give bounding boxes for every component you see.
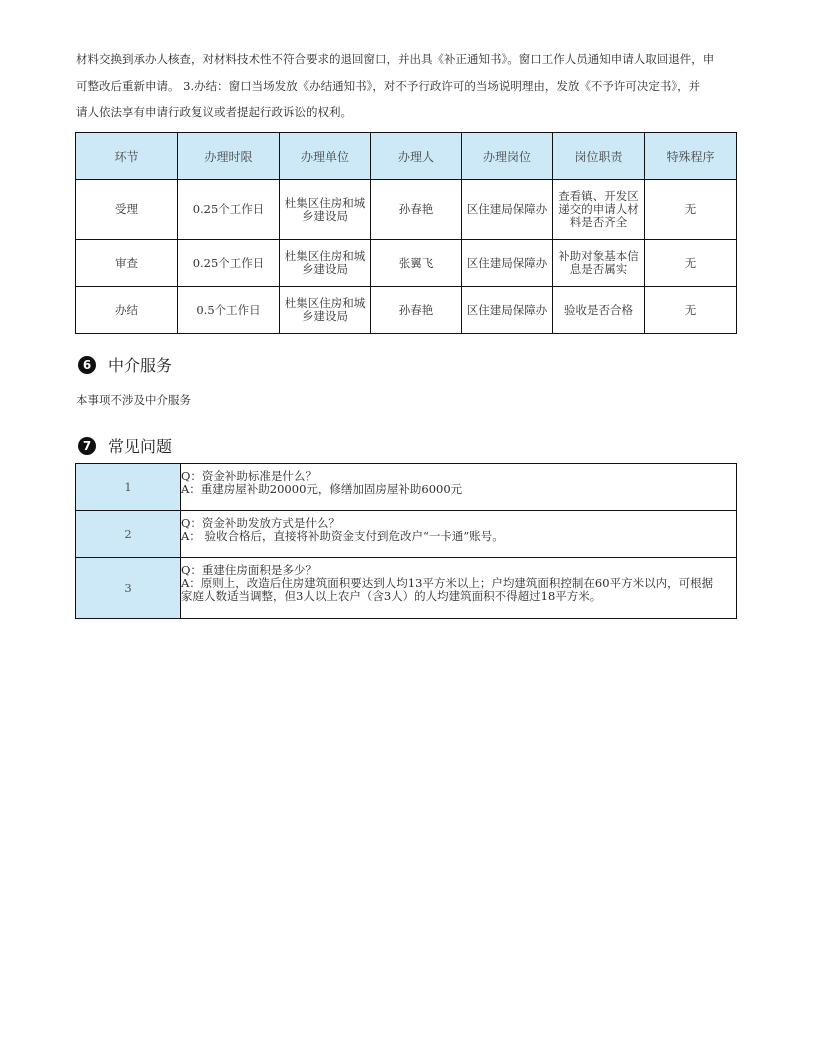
faq-answer-cell: [181, 511, 737, 558]
table-cell: 0.5个工作日: [178, 287, 280, 334]
faq-table: [75, 463, 737, 619]
section-title: 常见问题: [108, 437, 173, 456]
intro-line: 材料交换到承办人核查，对材料技术性不符合要求的退回窗口，并出具《补正通知书》。窗口工作人员通知申请人取回退件，申: [76, 52, 715, 66]
number-badge-icon: 6: [78, 356, 96, 374]
table-cell: 区住建局保障办: [462, 287, 553, 334]
column-header: 办理单位: [280, 133, 371, 180]
intro-line: 可整改后重新申请。 3.办结：窗口当场发放《办结通知书》，对不予行政许可的当场说明理由，发放《不予许可决定书》，并: [76, 78, 701, 93]
faq-question: Q：资金补助发放方式是什么？: [181, 516, 340, 530]
faq-index: 2: [76, 511, 181, 558]
table-cell: 杜集区住房和城乡建设局: [280, 180, 371, 240]
faq-question: Q：资金补助标准是什么？: [181, 469, 317, 483]
table-cell: 办结: [76, 287, 178, 334]
faq-row: [76, 511, 737, 558]
table-cell: 无: [645, 180, 737, 240]
table-cell: 区住建局保障办: [462, 180, 553, 240]
intro-line: 请人依法享有申请行政复议或者提起行政诉讼的权利。: [76, 105, 352, 119]
faq-index: 3: [76, 558, 181, 619]
number-badge-icon: 7: [78, 437, 96, 455]
table-cell: 验收是否合格: [553, 287, 645, 334]
faq-row: [76, 558, 737, 619]
section-body-text: 本事项不涉及中介服务: [76, 393, 191, 407]
faq-answer: A：原则上，改造后住房建筑面积要达到人均13平方米以上；户均建筑面积控制在60平方米以内，可根据: [181, 576, 714, 590]
column-header: 办理时限: [178, 133, 280, 180]
column-header: 特殊程序: [645, 133, 737, 180]
intro-paragraph: [76, 46, 738, 126]
column-header: 环节: [76, 133, 178, 180]
table-cell: 区住建局保障办: [462, 240, 553, 287]
section-heading-faq: [78, 434, 172, 457]
section-heading-intermediary: [78, 353, 172, 376]
table-header-row: [76, 133, 737, 180]
table-cell: 无: [645, 287, 737, 334]
table-cell: 张翼飞: [371, 240, 462, 287]
column-header: 岗位职责: [553, 133, 645, 180]
faq-answer-cell: [181, 464, 737, 511]
faq-question: Q：重建住房面积是多少？: [181, 563, 317, 577]
table-cell: 无: [645, 240, 737, 287]
table-cell: 审查: [76, 240, 178, 287]
faq-answer: A： 验收合格后，直接将补助资金支付到危改户“一卡通”账号。: [181, 529, 504, 543]
faq-answer: 家庭人数适当调整，但3人以上农户（含3人）的人均建筑面积不得超过18平方米。: [181, 589, 602, 603]
table-cell: 0.25个工作日: [178, 240, 280, 287]
table-row: [76, 287, 737, 334]
faq-answer: A：重建房屋补助20000元，修缮加固房屋补助6000元: [181, 482, 463, 496]
table-row: [76, 240, 737, 287]
faq-answer-cell: [181, 558, 737, 619]
table-cell: 杜集区住房和城乡建设局: [280, 287, 371, 334]
table-cell: 受理: [76, 180, 178, 240]
table-cell: 孙春艳: [371, 287, 462, 334]
process-table: [75, 132, 737, 334]
faq-index: 1: [76, 464, 181, 511]
table-cell: 补助对象基本信息是否属实: [553, 240, 645, 287]
table-cell: 0.25个工作日: [178, 180, 280, 240]
table-cell: 孙春艳: [371, 180, 462, 240]
column-header: 办理岗位: [462, 133, 553, 180]
table-row: [76, 180, 737, 240]
section-title: 中介服务: [108, 356, 173, 375]
table-cell: 杜集区住房和城乡建设局: [280, 240, 371, 287]
table-cell: 查看镇、开发区递交的申请人材料是否齐全: [553, 180, 645, 240]
column-header: 办理人: [371, 133, 462, 180]
faq-row: [76, 464, 737, 511]
